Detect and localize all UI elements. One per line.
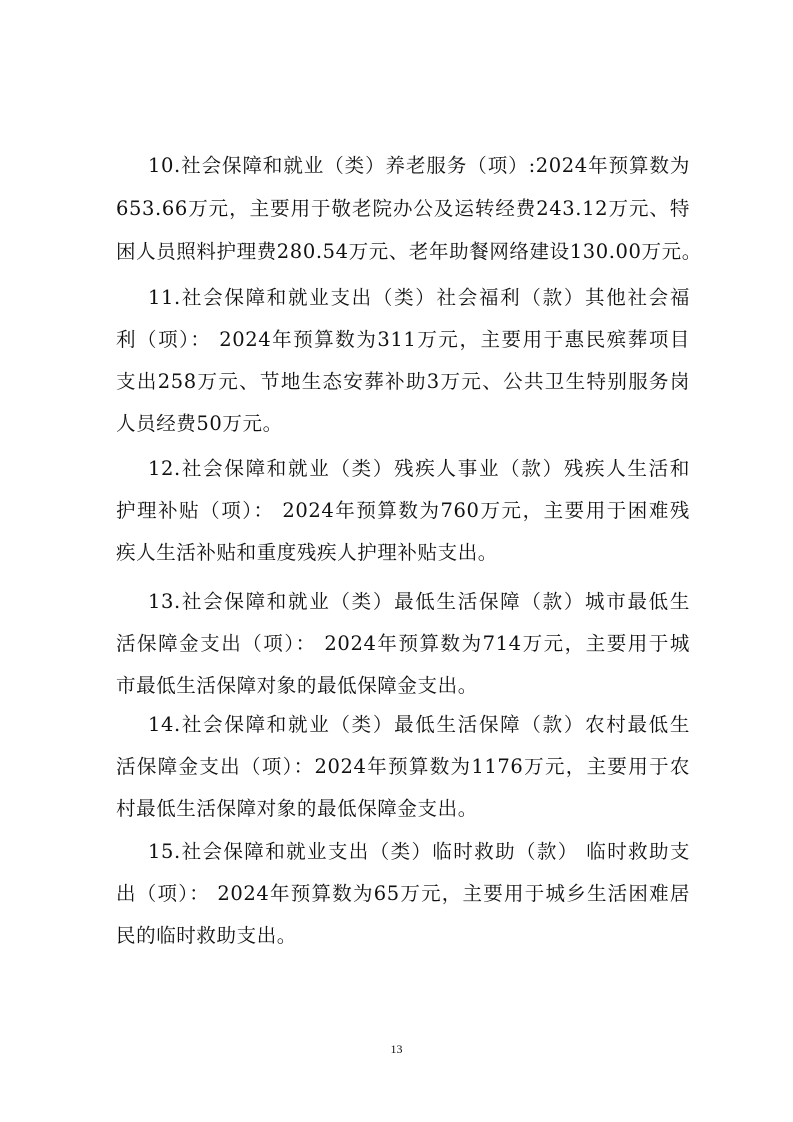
paragraph-15-line-2: 出（项）： 2024年预算数为65万元，主要用于城乡生活困难居 — [116, 882, 690, 905]
paragraph-14-line-2: 活保障金支出（项）：2024年预算数为1176万元，主要用于农 — [116, 755, 690, 778]
paragraph-12-line-2: 护理补贴（项）： 2024年预算数为760万元，主要用于困难残 — [116, 499, 690, 522]
paragraph-13-line-3: 市最低生活保障对象的最低保障金支出。 — [116, 674, 478, 697]
paragraph-14-line-3: 村最低生活保障对象的最低保障金支出。 — [116, 797, 478, 820]
paragraph-14-line-1: 14.社会保障和就业（类）最低生活保障（款）农村最低生 — [148, 713, 690, 736]
paragraph-13-line-2: 活保障金支出（项）： 2024年预算数为714万元，主要用于城 — [116, 632, 690, 655]
paragraph-11-line-4: 人员经费50万元。 — [116, 412, 283, 435]
paragraph-10-line-2: 653.66万元，主要用于敬老院办公及运转经费243.12万元、特 — [116, 197, 690, 220]
paragraph-10-line-3: 困人员照料护理费280.54万元、老年助餐网络建设130.00万元。 — [116, 240, 702, 263]
page-number: 13 — [390, 1042, 403, 1056]
paragraph-13-line-1: 13.社会保障和就业（类）最低生活保障（款）城市最低生 — [148, 590, 690, 613]
paragraph-15-line-1: 15.社会保障和就业支出（类）临时救助（款） 临时救助支 — [148, 840, 690, 863]
paragraph-11-line-2: 利（项）： 2024年预算数为311万元，主要用于惠民殡葬项目 — [116, 328, 690, 351]
paragraph-15-line-3: 民的临时救助支出。 — [116, 924, 297, 947]
paragraph-12-line-1: 12.社会保障和就业（类）残疾人事业（款）残疾人生活和 — [148, 457, 690, 480]
paragraph-11-line-3: 支出258万元、节地生态安葬补助3万元、公共卫生特别服务岗 — [116, 370, 690, 393]
paragraph-10-line-1: 10.社会保障和就业（类）养老服务（项）:2024年预算数为 — [148, 154, 690, 177]
paragraph-12-line-3: 疾人生活补贴和重度残疾人护理补贴支出。 — [116, 541, 498, 564]
paragraph-11-line-1: 11.社会保障和就业支出（类）社会福利（款）其他社会福 — [148, 286, 690, 309]
